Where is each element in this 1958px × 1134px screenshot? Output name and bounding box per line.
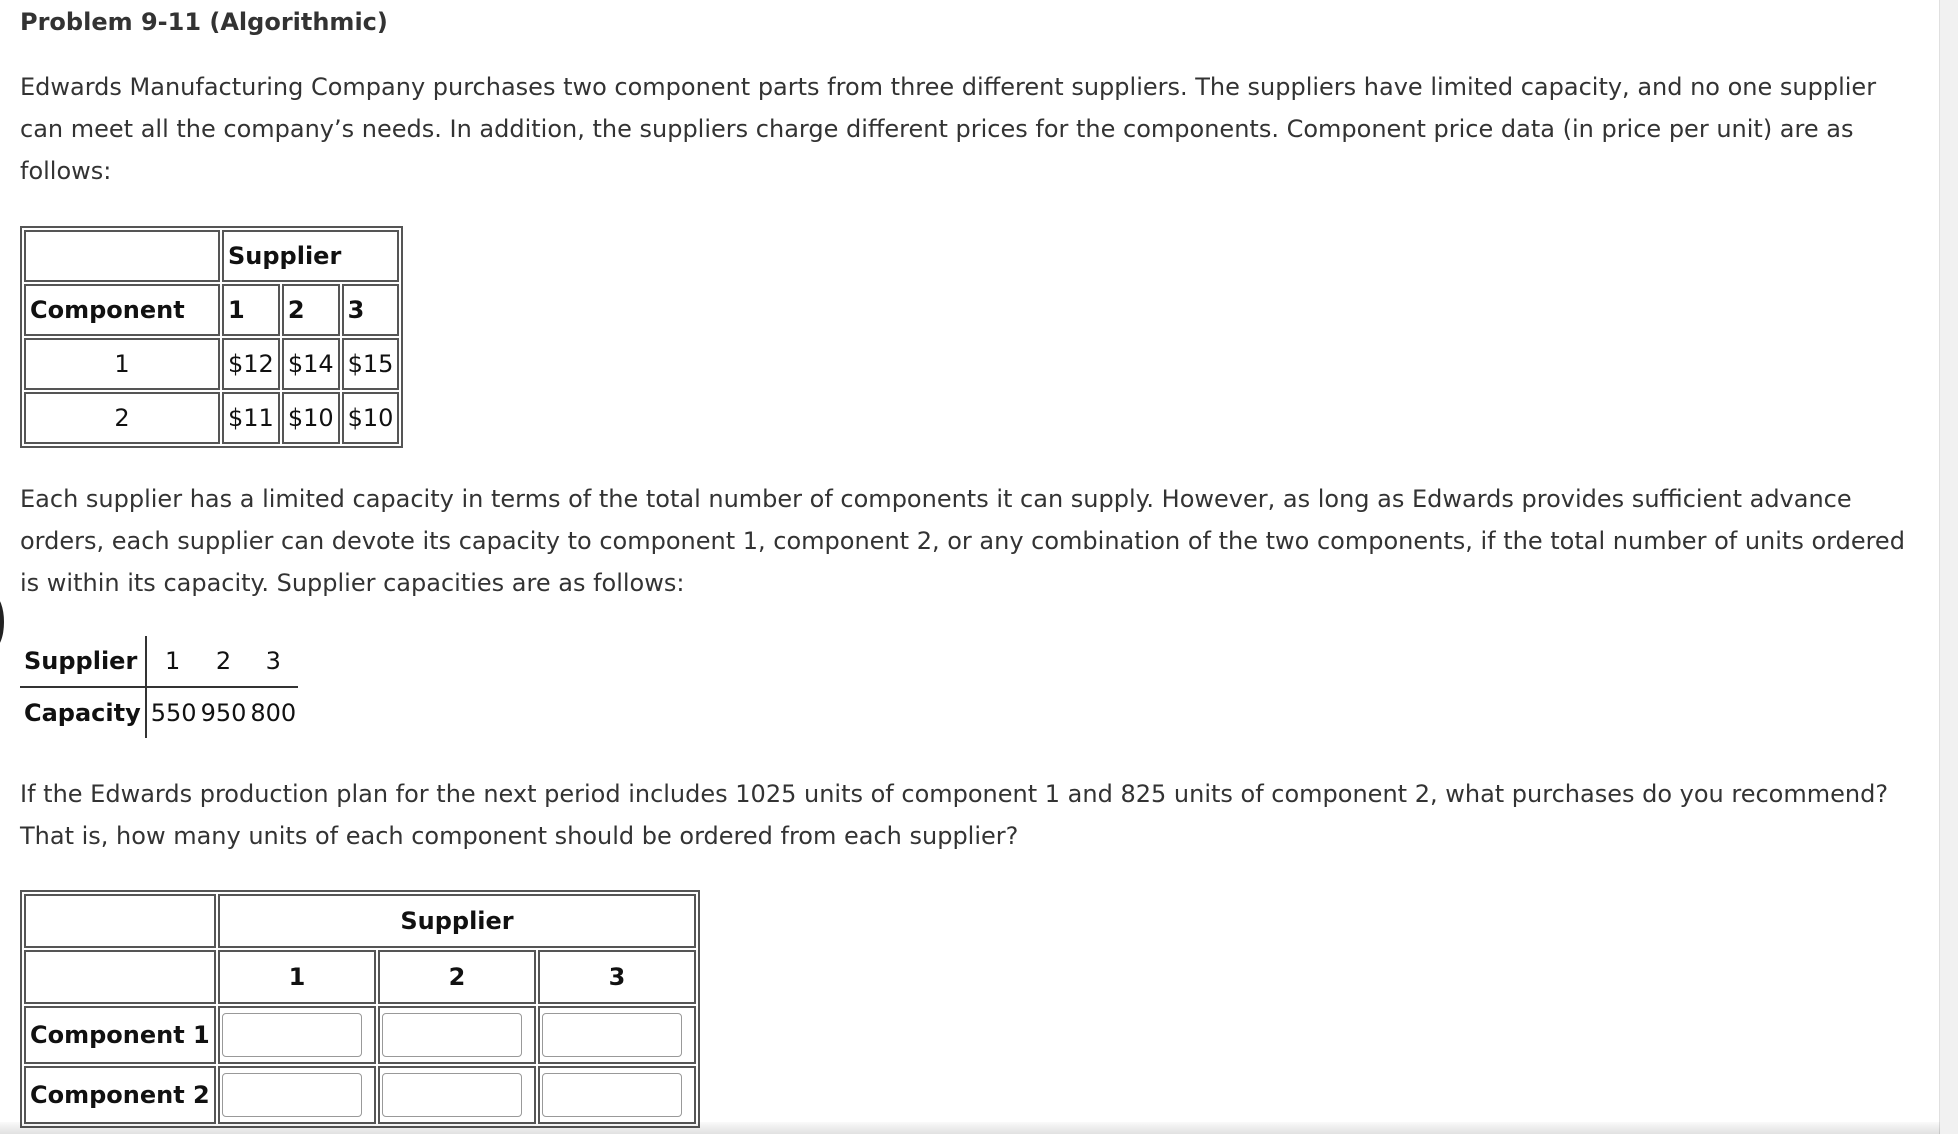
capacity-value: 550 — [150, 699, 197, 727]
edge-decoration — [0, 596, 4, 648]
price-component-header: Component — [24, 284, 220, 336]
answer-supplier-number: 3 — [538, 950, 696, 1004]
capacity-value: 800 — [250, 699, 297, 727]
vertical-scrollbar[interactable] — [1939, 0, 1958, 1134]
capacity-supplier-number: 3 — [248, 636, 298, 687]
answer-table-corner — [24, 950, 216, 1004]
price-supplier-number: 3 — [342, 284, 400, 336]
capacity-supplier-number: 1 — [146, 636, 199, 687]
capacity-table — [20, 636, 298, 738]
price-supplier-number: 2 — [282, 284, 340, 336]
capacity-value: 950 — [200, 699, 247, 727]
question-paragraph: If the Edwards production plan for the next period includes 1025 units of component 1 and 825 units of component 2, what purchases do you recommend? That is, how many units of each component should be ordered from each supplier? — [20, 780, 1889, 850]
price-table-corner — [24, 230, 220, 282]
answer-table-corner — [24, 894, 216, 948]
answer-supplier-header: Supplier — [218, 894, 696, 948]
problem-title: Problem 9-11 (Algorithmic) — [20, 8, 388, 36]
price-cell: $12 — [222, 338, 280, 390]
capacity-supplier-label: Supplier — [20, 636, 146, 687]
price-row-component: 2 — [24, 392, 220, 444]
capacity-label: Capacity — [20, 687, 146, 738]
capacity-supplier-number: 2 — [199, 636, 249, 687]
answer-input-c1-s1[interactable] — [222, 1013, 362, 1057]
price-row-component: 1 — [24, 338, 220, 390]
price-cell: $10 — [342, 392, 400, 444]
answer-row — [24, 1066, 696, 1124]
bottom-edge-shadow — [0, 1122, 1940, 1134]
answer-input-c1-s2[interactable] — [382, 1013, 522, 1057]
price-row — [24, 392, 399, 444]
answer-supplier-number: 1 — [218, 950, 376, 1004]
price-row — [24, 338, 399, 390]
price-supplier-header: Supplier — [222, 230, 399, 282]
answer-row-label: Component 2 — [24, 1066, 216, 1124]
price-cell: $10 — [282, 392, 340, 444]
intro-paragraph: Edwards Manufacturing Company purchases two component parts from three different suppliers. The suppliers have limited capacity, and no one supplier can meet all the company’s needs. In addition, the suppliers charge different prices for the components. Component price data (in price per unit) are as follows: — [20, 73, 1877, 185]
answer-row — [24, 1006, 696, 1064]
price-cell: $14 — [282, 338, 340, 390]
price-cell: $11 — [222, 392, 280, 444]
answer-row-label: Component 1 — [24, 1006, 216, 1064]
answer-supplier-number: 2 — [378, 950, 536, 1004]
answer-input-c2-s2[interactable] — [382, 1073, 522, 1117]
answer-input-c2-s3[interactable] — [542, 1073, 682, 1117]
answer-input-c1-s3[interactable] — [542, 1013, 682, 1057]
price-supplier-number: 1 — [222, 284, 280, 336]
price-cell: $15 — [342, 338, 400, 390]
answer-table — [20, 890, 700, 1128]
capacity-paragraph: Each supplier has a limited capacity in terms of the total number of components it can supply. However, as long as Edwards provides sufficient advance orders, each supplier can devote its capacity to component 1, component 2, or any combination of the two components, if the total number of units ordered is within its capacity. Supplier capacities are as follows: — [20, 485, 1905, 597]
answer-input-c2-s1[interactable] — [222, 1073, 362, 1117]
price-table — [20, 226, 403, 448]
